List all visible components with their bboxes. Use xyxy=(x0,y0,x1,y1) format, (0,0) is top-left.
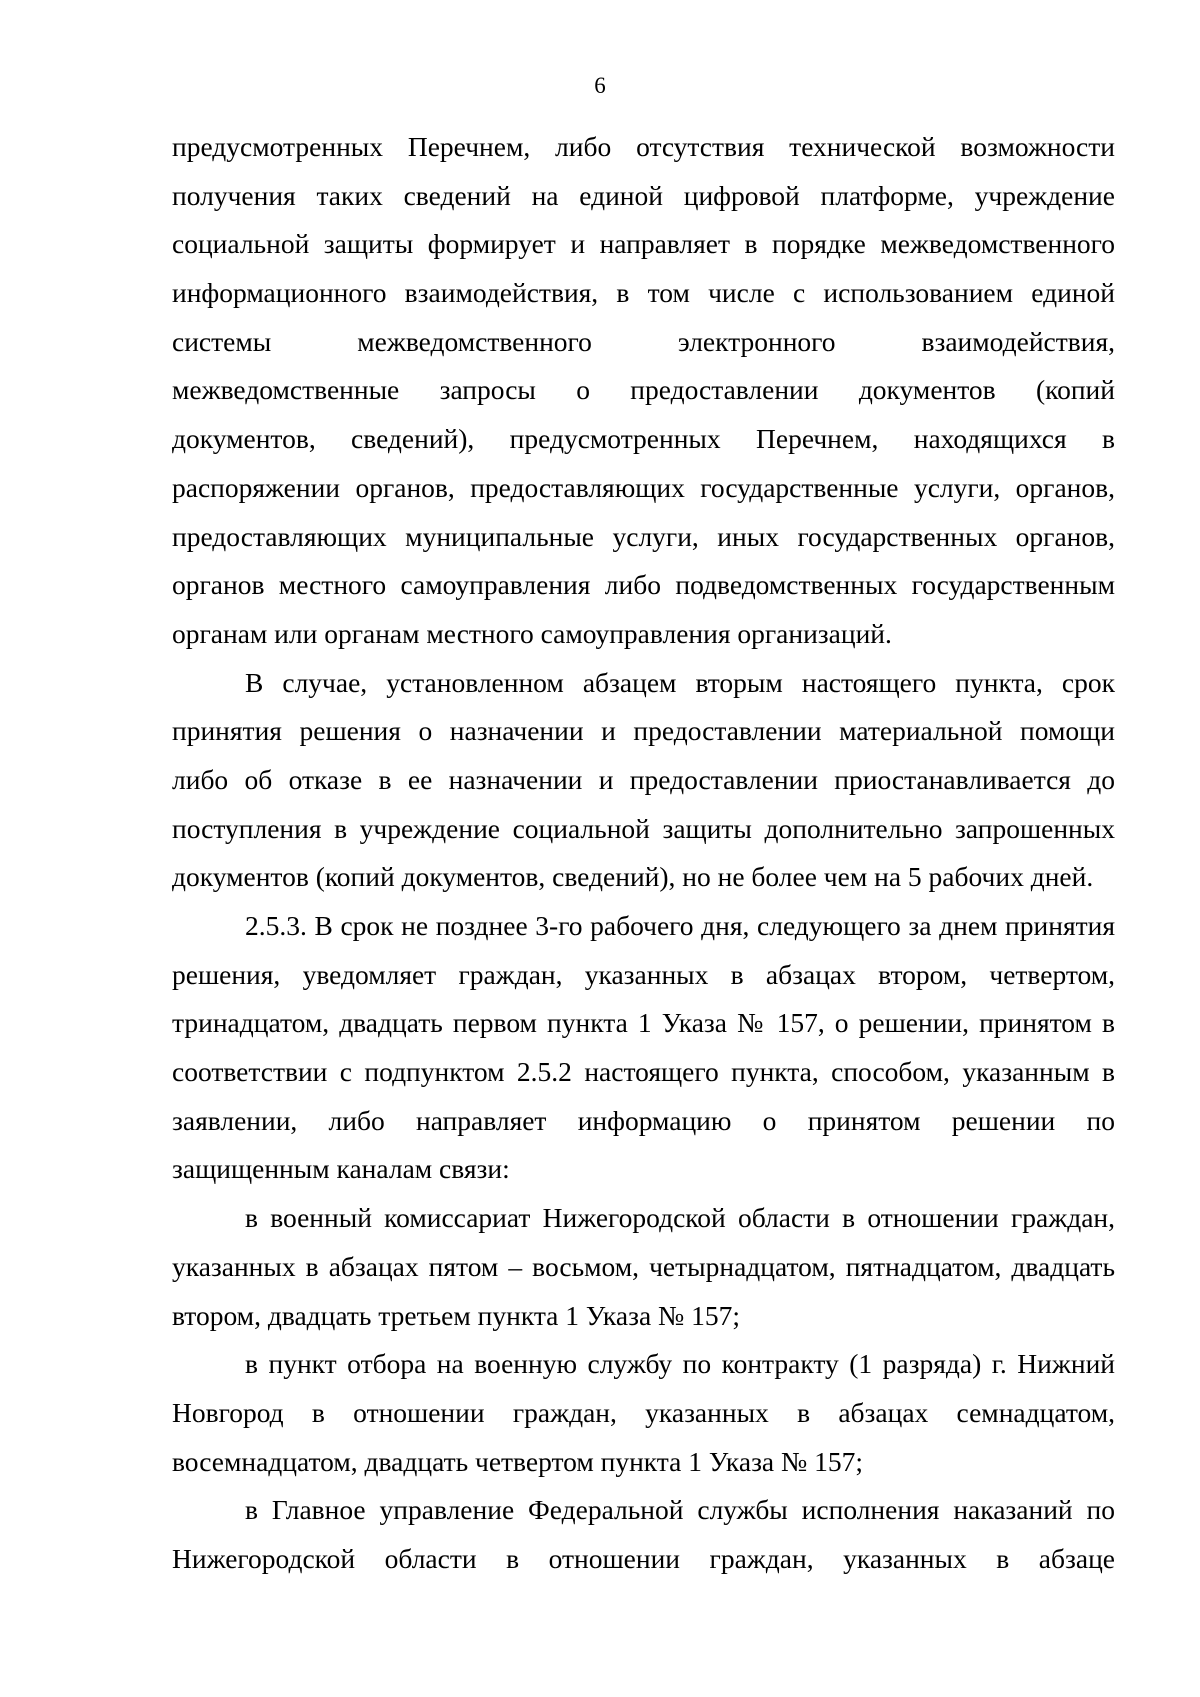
text-line: системы межведомственного электронного взаимодействия, xyxy=(172,325,1115,357)
text-line: в военный комиссариат Нижегородской области в отношении граждан, xyxy=(245,1202,1115,1234)
text-line: органов местного самоуправления либо подведомственных государственным xyxy=(172,569,1115,601)
text-line: тринадцатом, двадцать первом пункта 1 Указа № 157, о решении, принятом в xyxy=(172,1007,1115,1039)
text-line: в пункт отбора на военную службу по контракту (1 разряда) г. Нижний xyxy=(245,1348,1115,1380)
text-line: в Главное управление Федеральной службы исполнения наказаний по xyxy=(245,1494,1115,1526)
text-line: указанных в абзацах пятом – восьмом, четырнадцатом, пятнадцатом, двадцать xyxy=(172,1250,1115,1282)
text-line: В случае, установленном абзацем вторым настоящего пункта, срок xyxy=(245,666,1115,698)
text-line: решения, уведомляет граждан, указанных в абзацах втором, четвертом, xyxy=(172,958,1115,990)
text-line: либо об отказе в ее назначении и предоставлении приостанавливается до xyxy=(172,763,1115,795)
text-line: получения таких сведений на единой цифровой платформе, учреждение xyxy=(172,179,1115,211)
text-line: защищенным каналам связи: xyxy=(172,1153,510,1185)
text-line: социальной защиты формирует и направляет в порядке межведомственного xyxy=(172,228,1115,260)
text-line: предоставляющих муниципальные услуги, иных государственных органов, xyxy=(172,520,1115,552)
text-line: соответствии с подпунктом 2.5.2 настоящего пункта, способом, указанным в xyxy=(172,1056,1115,1088)
text-line: распоряжении органов, предоставляющих государственные услуги, органов, xyxy=(172,471,1115,503)
text-line: Нижегородской области в отношении граждан, указанных в абзаце xyxy=(172,1542,1115,1574)
text-line: восемнадцатом, двадцать четвертом пункта 1 Указа № 157; xyxy=(172,1445,864,1477)
page-number: 6 xyxy=(594,73,606,98)
text-line: документов (копий документов, сведений), но не более чем на 5 рабочих дней. xyxy=(172,861,1094,893)
text-line: заявлении, либо направляет информацию о принятом решении по xyxy=(172,1104,1115,1136)
text-line: предусмотренных Перечнем, либо отсутствия технической возможности xyxy=(172,131,1115,162)
body-text xyxy=(172,123,1115,1584)
text-line: информационного взаимодействия, в том числе с использованием единой xyxy=(172,277,1115,309)
text-line: межведомственные запросы о предоставлении документов (копий xyxy=(172,374,1115,406)
text-line: Новгород в отношении граждан, указанных в абзацах семнадцатом, xyxy=(172,1396,1115,1428)
text-line: органам или органам местного самоуправления организаций. xyxy=(172,617,892,649)
text-line: втором, двадцать третьем пункта 1 Указа № 157; xyxy=(172,1299,741,1331)
text-line: 2.5.3. В срок не позднее 3-го рабочего дня, следующего за днем принятия xyxy=(245,910,1115,941)
text-line: принятия решения о назначении и предоставлении материальной помощи xyxy=(172,715,1115,747)
text-line: документов, сведений), предусмотренных Перечнем, находящихся в xyxy=(172,423,1115,455)
text-line: поступления в учреждение социальной защиты дополнительно запрошенных xyxy=(172,812,1115,844)
